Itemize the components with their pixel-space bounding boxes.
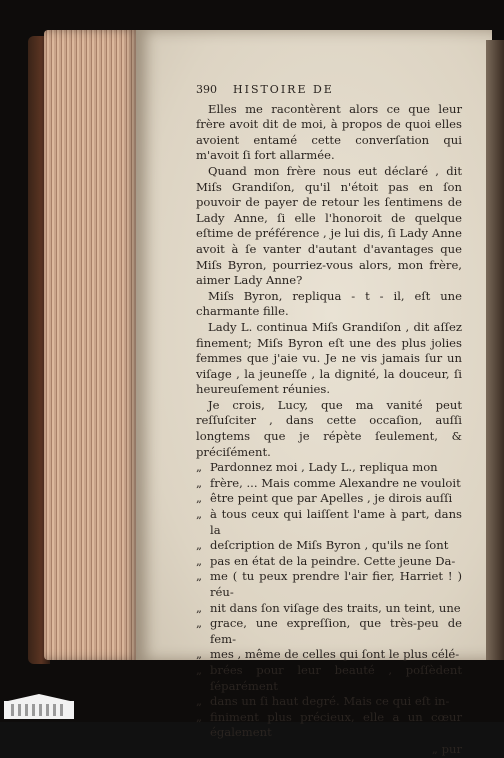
quote-line: „ à tous ceux qui laiſſent l'ame à part, dans la	[196, 507, 462, 538]
quote-line: „ nit dans ſon viſage des traits, un teint, une	[196, 601, 462, 617]
quote-line: „ pas en état de la peindre. Cette jeune Da-	[196, 554, 462, 570]
paragraph: Lady L. continua Miſs Grandiſon , dit aſſez finement; Miſs Byron eſt une des plus jolies femmes que j'aie vu. Je ne vis jamais ſur un viſage , la jeuneſſe , la dignité, la douceur, ſi heureuſement réunies.	[196, 319, 462, 397]
paragraph: Miſs Byron, repliqua - t - il, eſt une charmante fille.	[196, 288, 462, 319]
quote-line: „ me ( tu peux prendre l'air fier, Harriet ! ) réu-	[196, 569, 462, 600]
quote-line: „ Pardonnez moi , Lady L., repliqua mon	[196, 460, 462, 476]
quote-line: „ deſcription de Miſs Byron , qu'ils ne ſont	[196, 538, 462, 554]
running-title: HISTOIRE DE	[233, 83, 334, 96]
page-header	[196, 82, 462, 98]
quote-line: „ grace, une expreſſion, que très-peu de fem-	[196, 616, 462, 647]
quote-line: „ finiment plus précieux, elle a un cœur également	[196, 710, 462, 741]
paragraph: Je crois, Lucy, que ma vanité peut reſſuſciter , dans cette occaſion, auſſi longtems que je répète ſeulement, & préciſément.	[196, 397, 462, 459]
paragraph: Quand mon frère nous eut déclaré , dit Miſs Grandiſon, qu'il n'étoit pas en ſon pouvoir de payer de retour les ſentimens de Lady Anne, ſi elle l'honoroit de quelque eſtime de préférence , je lui dis, ſi Lady Anne avoit à ſe vanter d'autant d'avantages que Miſs Byron, pourriez-vous alors, mon frère, aimer Lady Anne?	[196, 163, 462, 288]
quote-line: „ brées pour leur beauté , poſſèdent ſéparément	[196, 663, 462, 694]
page-edges-stack	[44, 30, 138, 660]
paragraph: Elles me racontèrent alors ce que leur frère avoit dit de moi, à propos de quoi elles avoient entamé cette converſation qui m'avoit ſi fort allarmée.	[196, 101, 462, 163]
quote-line: „ frère, ... Mais comme Alexandre ne vouloit	[196, 476, 462, 492]
quote-line: „ dans un ſi haut degré. Mais ce qui eſt in-	[196, 694, 462, 710]
catchword: „ pur	[431, 741, 462, 756]
page-number: 390	[196, 83, 217, 96]
page-text-block	[196, 82, 462, 758]
quote-line: „ mes , même de celles qui ſont le plus célé-	[196, 647, 462, 663]
library-logo	[4, 693, 74, 719]
quote-line: „ être peint que par Apelles , je dirois auſſi	[196, 491, 462, 507]
right-page-edge	[486, 40, 504, 660]
